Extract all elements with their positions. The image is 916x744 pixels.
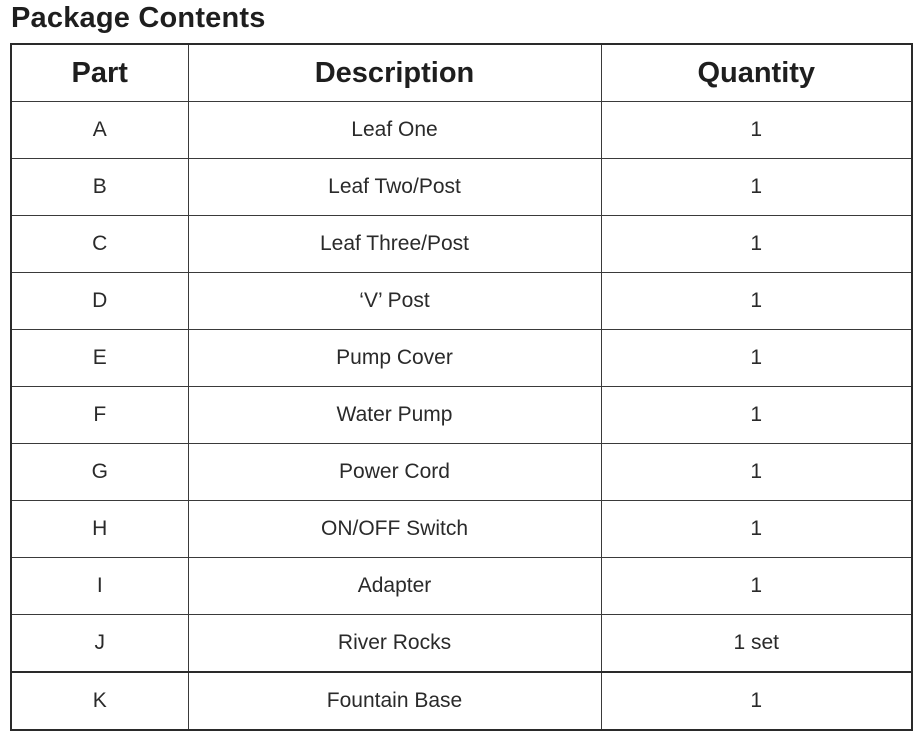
table-row <box>11 273 912 330</box>
description-cell: Leaf One <box>188 102 601 159</box>
description-cell: Adapter <box>188 558 601 615</box>
table-header-row <box>11 44 912 102</box>
table-row <box>11 672 912 730</box>
table-row <box>11 558 912 615</box>
quantity-cell: 1 <box>601 102 912 159</box>
description-cell: River Rocks <box>188 615 601 673</box>
table-row <box>11 216 912 273</box>
quantity-cell: 1 <box>601 216 912 273</box>
description-cell: Power Cord <box>188 444 601 501</box>
quantity-cell: 1 <box>601 330 912 387</box>
table-row <box>11 444 912 501</box>
description-cell: ON/OFF Switch <box>188 501 601 558</box>
part-cell: E <box>11 330 188 387</box>
part-cell: G <box>11 444 188 501</box>
page-title: Package Contents <box>11 2 266 34</box>
quantity-cell: 1 <box>601 159 912 216</box>
description-cell: Fountain Base <box>188 672 601 730</box>
column-header-part: Part <box>11 44 188 102</box>
package-contents-table <box>10 43 913 731</box>
description-cell: Leaf Two/Post <box>188 159 601 216</box>
quantity-cell: 1 set <box>601 615 912 673</box>
table-row <box>11 330 912 387</box>
part-cell: F <box>11 387 188 444</box>
quantity-cell: 1 <box>601 558 912 615</box>
quantity-cell: 1 <box>601 672 912 730</box>
part-cell: K <box>11 672 188 730</box>
part-cell: H <box>11 501 188 558</box>
part-cell: C <box>11 216 188 273</box>
part-cell: I <box>11 558 188 615</box>
column-header-description: Description <box>188 44 601 102</box>
part-cell: B <box>11 159 188 216</box>
part-cell: A <box>11 102 188 159</box>
quantity-cell: 1 <box>601 273 912 330</box>
part-cell: J <box>11 615 188 673</box>
quantity-cell: 1 <box>601 444 912 501</box>
description-cell: Leaf Three/Post <box>188 216 601 273</box>
table-row <box>11 159 912 216</box>
description-cell: ‘V’ Post <box>188 273 601 330</box>
table-row <box>11 102 912 159</box>
description-cell: Pump Cover <box>188 330 601 387</box>
table-row <box>11 501 912 558</box>
part-cell: D <box>11 273 188 330</box>
table-row <box>11 387 912 444</box>
quantity-cell: 1 <box>601 387 912 444</box>
column-header-quantity: Quantity <box>601 44 912 102</box>
description-cell: Water Pump <box>188 387 601 444</box>
quantity-cell: 1 <box>601 501 912 558</box>
table-row <box>11 615 912 673</box>
